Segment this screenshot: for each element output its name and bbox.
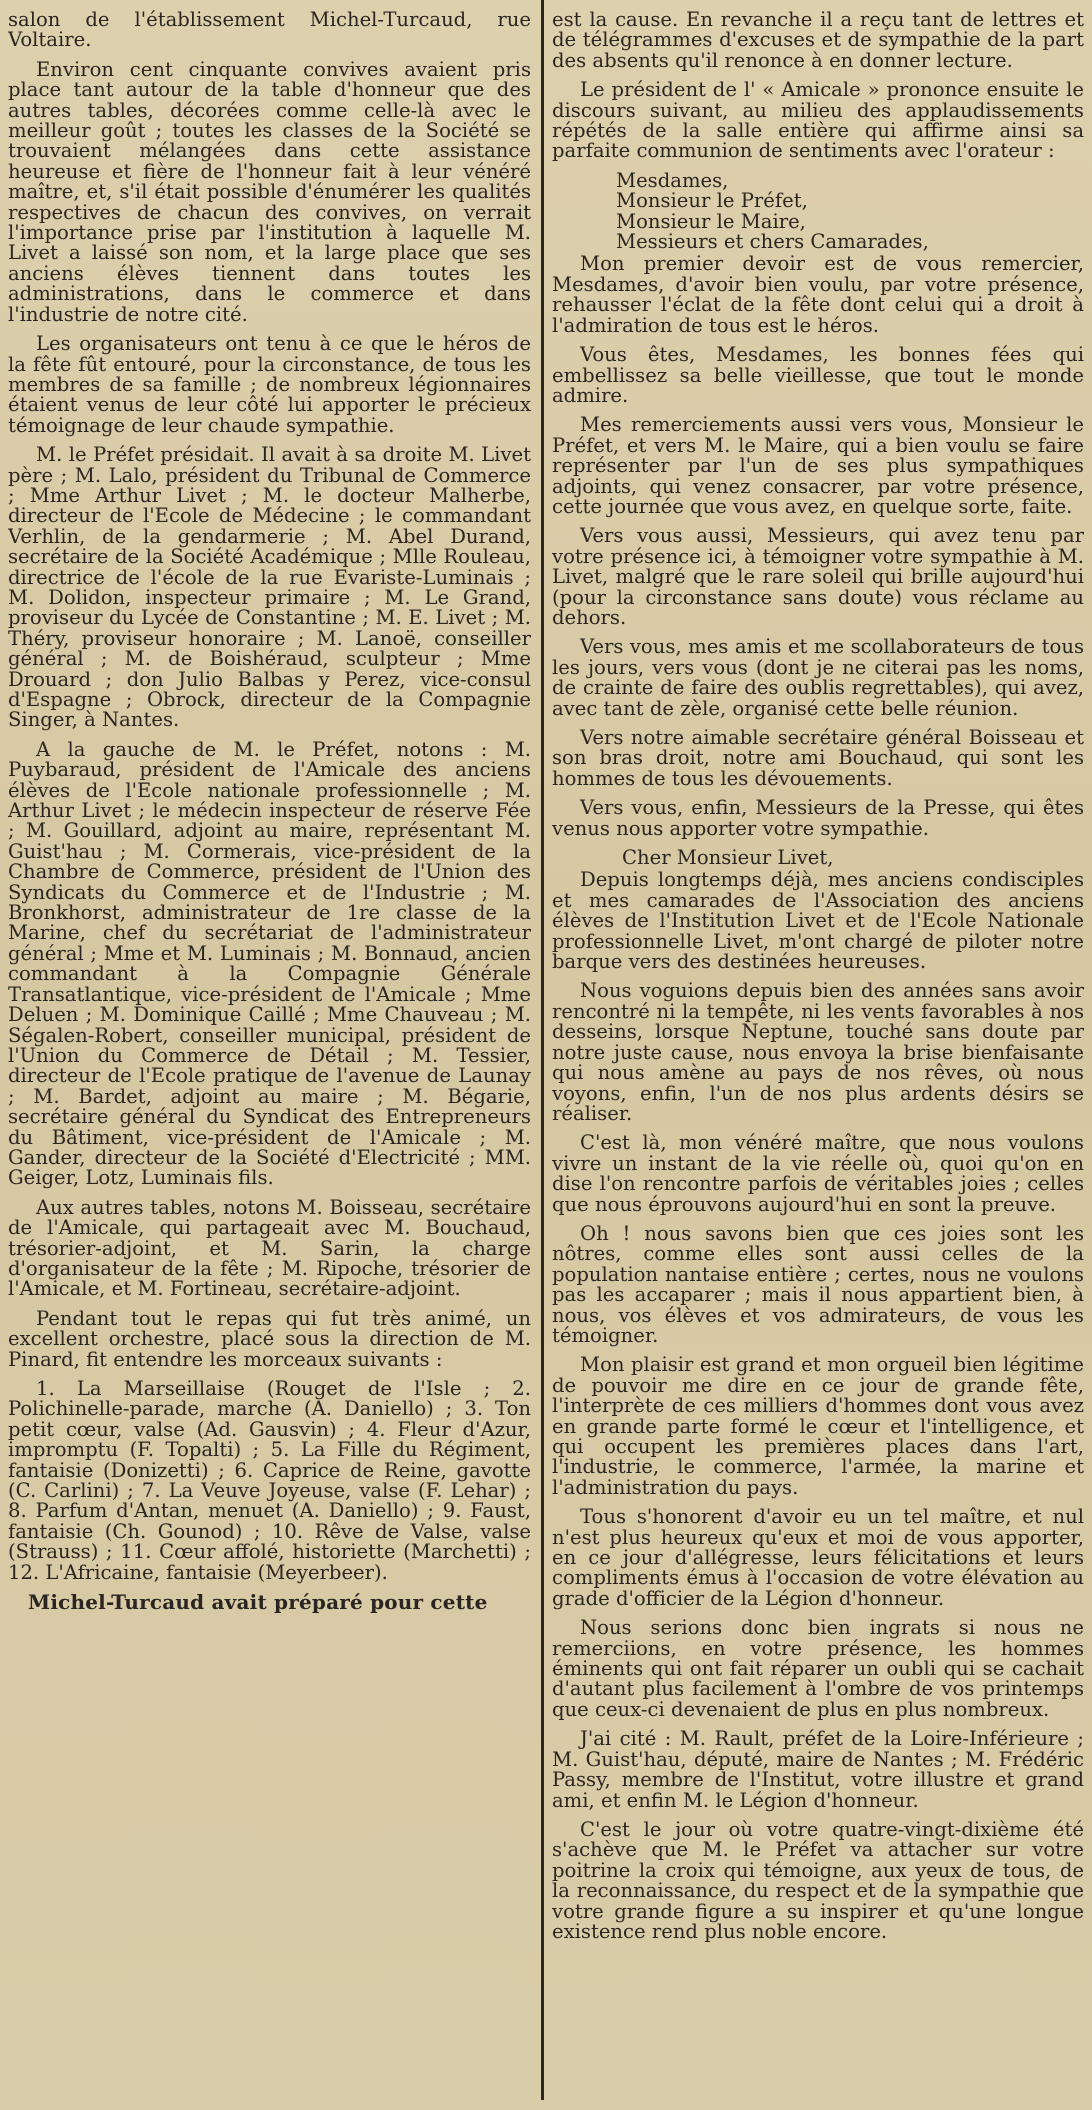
paragraph: Tous s'honorent d'avoir eu un tel maître, et nul n'est plus heureux qu'eux et moi de vous apporter, en ce jour d'allégresse, leurs félicitations et leurs compliments émus à l'occasion de votre élévation au grade d'officier de la Légion d'honneur. bbox=[552, 1505, 1084, 1610]
paragraph: Nous serions donc bien ingrats si nous ne remerciions, en votre présence, les hommes éminents qui ont fait réparer un oubli qui se cachait d'autant plus facilement à l'ombre de vos printemps que ceux-ci devenaient de plus en plus nombreux. bbox=[552, 1616, 1084, 1721]
salutation: Monsieur le Maire, bbox=[616, 209, 806, 233]
paragraph: Vers vous, mes amis et me scollaborateurs de tous les jours, vers vous (dont je ne citerai pas les noms, de crainte de faire des oublis regrettables), qui avez, avec tant de zèle, organisé cette belle réunion. bbox=[552, 635, 1084, 720]
paragraph: Vers notre aimable secrétaire général Boisseau et son bras droit, notre ami Bouchaud, qui sont les hommes de tous les dévouements. bbox=[552, 726, 1084, 790]
paragraph: Mon premier devoir est de vous remercier, Mesdames, d'avoir bien voulu, par votre présence, rehausser l'éclat de la fête dont celui qui a droit à l'admiration de tous est le héros. bbox=[552, 252, 1084, 337]
paragraph: Nous voguions depuis bien des années sans avoir rencontré ni la tempête, ni les vents favorables à nos desseins, lorsque Neptune, touché sans doute par notre juste cause, nous envoya la brise bienfaisante qui nous amène au pays de nos rêves, où nous voyons, enfin, l'un de nos plus ardents désirs se réaliser. bbox=[552, 979, 1084, 1125]
paragraph: Pendant tout le repas qui fut très animé, un excellent orchestre, placé sous la direction de M. Pinard, fit entendre les morceaux suivants : bbox=[8, 1306, 531, 1371]
paragraph: Depuis longtemps déjà, mes anciens condisciples et mes camarades de l'Association des anciens élèves de l'Institution Livet et de l'Ecole Nationale professionnelle Livet, m'ont chargé de piloter notre barque vers des destinées heureuses. bbox=[552, 868, 1084, 974]
paragraph: 1. La Marseillaise (Rouget de l'Isle ; 2. Polichinelle-parade, marche (A. Daniello) ; 3. Ton petit cœur, valse (Ad. Gausvin) ; 4. Fleur d'Azur, impromptu (F. Topalti) ; 5. La Fille du Régiment, fantaisie (Donizetti) ; 6. Caprice de Reine, gavotte (C. Carlini) ; 7. La Veuve Joyeuse, valse (F. Lehar) ; 8. Parfum d'Antan, menuet (A. Daniello) ; 9. Faust, fantaisie (Ch. Gounod) ; 10. Rêve de Valse, valse (Strauss) ; 11. Cœur affolé, historiette (Marchetti) ; 12. L'Africaine, fantaisie (Meyerbeer). bbox=[8, 1377, 531, 1584]
paragraph: Mon plaisir est grand et mon orgueil bien légitime de pouvoir me dire en ce jour de grande fête, l'interprète de ces milliers d'hommes dont vous avez en grande parte formé le cœur et l'intelligence, et qui occupent les premières places dans l'art, l'industrie, le commerce, l'armée, la marine et l'administration du pays. bbox=[552, 1353, 1084, 1499]
salutation: Monsieur le Préfet, bbox=[616, 189, 808, 213]
salutation: Mesdames, bbox=[616, 168, 729, 192]
paragraph: Les organisateurs ont tenu à ce que le héros de la fête fût entouré, pour la circonstance, de tous les membres de sa famille ; de nombreux légionnaires étaient venus de leur côté lui apporter le précieux témoignage de leur chaude sympathie. bbox=[8, 332, 531, 437]
paragraph: Mes remerciements aussi vers vous, Monsieur le Préfet, et vers M. le Maire, qui a bien voulu se faire représenter par l'un de ses plus sympathiques adjoints, qui venez consacrer, par votre présence, cette journée que vous avez, en quelque sorte, faite. bbox=[552, 413, 1084, 518]
paragraph: Vous êtes, Mesdames, les bonnes fées qui embellissez sa belle vieillesse, que tout le monde admire. bbox=[552, 343, 1084, 407]
salutation-cher: Cher Monsieur Livet, bbox=[622, 846, 834, 870]
paragraph: est la cause. En revanche il a reçu tant de lettres et de télégrammes d'excuses et de sympathie de la part des absents qu'il renonce à en donner lecture. bbox=[552, 10, 1084, 72]
paragraph: Environ cent cinquante convives avaient pris place tant autour de la table d'honneur que des autres tables, décorées comme celle-là avec le meilleur goût ; toutes les classes de la Société se trouvaient mélangées dans cette assistance heureuse et fière de l'honneur fait à leur vénéré maître, et, s'il était possible d'énumérer les qualités respectives de chacun des convives, on verrait l'importance prise par l'institution à laquelle M. Livet a laissé son nom, et la large place que ses anciens élèves tiennent dans toutes les administrations, dans le commerce et dans l'industrie de notre cité. bbox=[8, 57, 531, 326]
paragraph: Oh ! nous savons bien que ces joies sont les nôtres, comme elles sont aussi celles de la population nantaise entière ; certes, nous ne voulons pas les accaparer ; mais il nous appartient bien, à nous, vos élèves et vos admirateurs, de vous les témoigner. bbox=[552, 1221, 1084, 1347]
left-column bbox=[8, 10, 531, 2104]
paragraph: A la gauche de M. le Préfet, notons : M. Puybaraud, président de l'Amicale des anciens élèves de l'Ecole nationale professionnelle ; M. Arthur Livet ; le médecin inspecteur de réserve Fée ; M. Gouillard, adjoint au maire, représentant M. Guist'hau ; M. Cormerais, vice-président de la Chambre de Commerce, président de l'Union des Syndicats du Commerce et de l'Industrie ; M. Bronkhorst, administrateur de 1re classe de la Marine, chef du secrétariat de l'administrateur général ; Mme et M. Luminais ; M. Bonnaud, ancien commandant à la Compagnie Générale Transatlantique, vice-président de l'Amicale ; Mme Deluen ; M. Dominique Caillé ; Mme Chauveau ; M. Ségalen-Robert, conseiller municipal, président de l'Union du Commerce de Détail ; M. Tessier, directeur de l'Ecole pratique de l'avenue de Launay ; M. Bardet, adjoint au maire ; M. Bégarie, secrétaire général du Syndicat des Entrepreneurs du Bâtiment, vice-président de l'Amicale ; M. Gander, directeur de la Société d'Electricité ; MM. Geiger, Lotz, Luminais fils. bbox=[8, 737, 531, 1190]
column-divider bbox=[541, 0, 544, 2100]
paragraph: J'ai cité : M. Rault, préfet de la Loire-Inférieure ; M. Guist'hau, député, maire de Nantes ; M. Frédéric Passy, membre de l'Institut, votre illustre et grand ami, et enfin M. le Légion d'honneur. bbox=[552, 1727, 1084, 1812]
right-column bbox=[552, 10, 1084, 2104]
paragraph: C'est là, mon vénéré maître, que nous voulons vivre un instant de la vie réelle où, quoi qu'on en dise l'on rencontre parfois de véritables joies ; celles que nous éprouvons aujourd'hui en sont la preuve. bbox=[552, 1131, 1084, 1216]
paragraph: M. le Préfet présidait. Il avait à sa droite M. Livet père ; M. Lalo, président du Tribunal de Commerce ; Mme Arthur Livet ; M. le docteur Malherbe, directeur de l'Ecole de Médecine ; le commandant Verhlin, de la gendarmerie ; M. Abel Durand, secrétaire de la Société Académique ; Mlle Rouleau, directrice de l'école de la rue Evariste-Luminais ; M. Dolidon, inspecteur primaire ; M. Le Grand, proviseur du Lycée de Constantine ; M. E. Livet ; M. Théry, proviseur honoraire ; M. Lanoë, conseiller général ; M. de Boishéraud, sculpteur ; Mme Drouard ; don Julio Balbas y Perez, vice-consul d'Espagne ; Obrock, directeur de la Compagnie Singer, à Nantes. bbox=[8, 443, 531, 732]
paragraph: salon de l'établissement Michel-Turcaud, rue Voltaire. bbox=[8, 10, 531, 52]
paragraph: Vers vous, enfin, Messieurs de la Presse, qui êtes venus nous apporter votre sympathie. bbox=[552, 796, 1084, 840]
paragraph: Vers vous aussi, Messieurs, qui avez tenu par votre présence ici, à témoigner votre sympathie à M. Livet, malgré que le rare soleil qui brille aujourd'hui (pour la circonstance sans doute) vous réclame au dehors. bbox=[552, 524, 1084, 629]
footer-line: Michel-Turcaud avait préparé pour cette bbox=[28, 1590, 488, 1615]
paragraph: Le président de l' « Amicale » prononce ensuite le discours suivant, au milieu des applaudissements répétés de la salle entière qui affirme ainsi sa parfaite communion de sentiments avec l'orateur : bbox=[552, 78, 1084, 163]
paragraph: Aux autres tables, notons M. Boisseau, secrétaire de l'Amicale, qui partageait avec M. Bouchaud, trésorier-adjoint, et M. Sarin, la charge d'organisateur de la fête ; M. Ripoche, trésorier de l'Amicale, et M. Fortineau, secrétaire-adjoint. bbox=[8, 1195, 531, 1301]
salutation: Messieurs et chers Camarades, bbox=[616, 230, 929, 254]
paragraph: C'est le jour où votre quatre-vingt-dixième été s'achève que M. le Préfet va attacher sur votre poitrine la croix qui témoigne, aux yeux de tous, de la reconnaissance, du respect et de la sympathie que votre grande figure a su inspirer et qu'une longue existence rend plus noble encore. bbox=[552, 1817, 1084, 1943]
